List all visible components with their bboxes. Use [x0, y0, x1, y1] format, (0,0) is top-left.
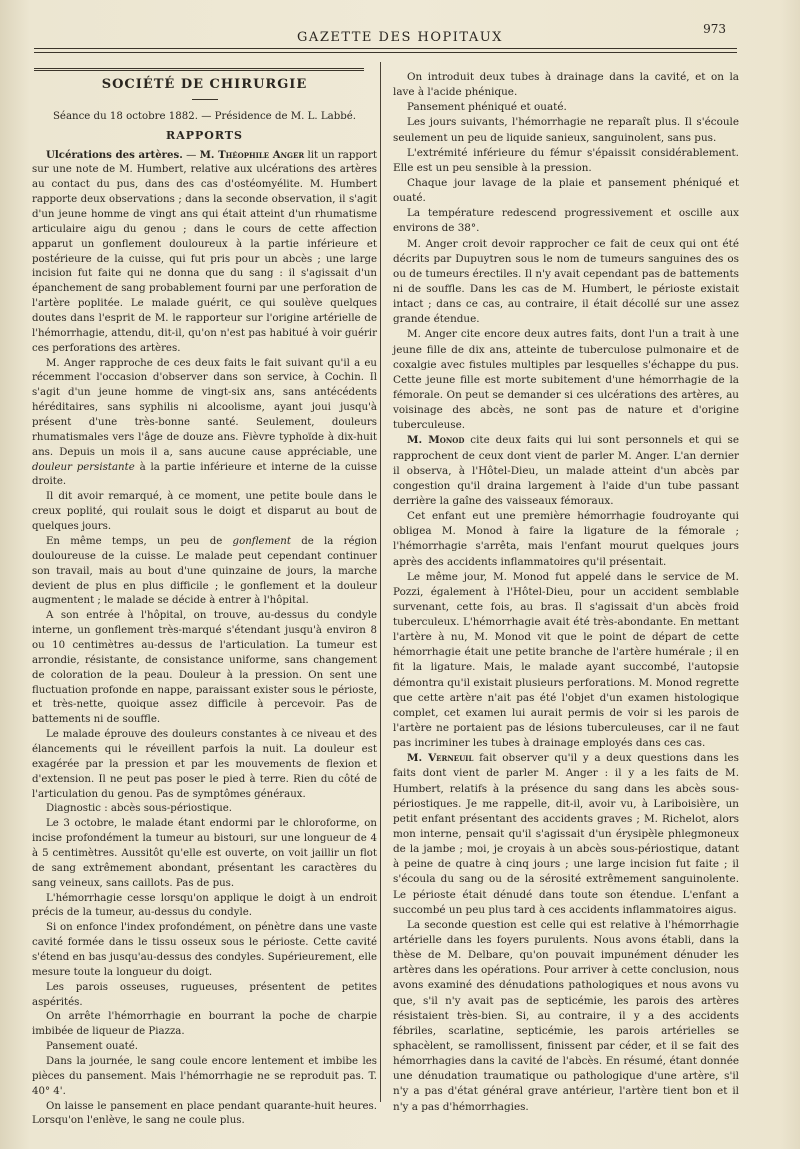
italic-text: douleur persistante: [32, 461, 135, 473]
italic-text: gonflement: [232, 535, 291, 547]
paragraph: [32, 357, 377, 491]
paragraph: On introduit deux tubes à drainage dans la cavité, et on la lave à l'acide phénique.: [393, 71, 739, 99]
paragraph: Chaque jour lavage de la plaie et pansement phéniqué et ouaté.: [393, 176, 739, 205]
left-column: [32, 70, 377, 1129]
rapports-heading: RAPPORTS: [166, 128, 243, 142]
paragraph-text: fait observer qu'il y a deux questions dans les faits dont vient de parler M. Anger : il y a les faits de M. Humbert, relatifs à la présence du sang dans les abcès sous-périostiques. Je me rappelle, dit-il, avoir vu, à Lariboisière, un petit enfant présentant des accidents graves ; M. Richelot, alors mon interne, pensait qu'il s'agissait d'un érysipèle phlegmoneux de la jambe ; moi, je croyais à un abcès sous-périostique, datant à peine de quatre à cinq jours ; une large incision fut faite ; il s'écoula du sang ou de la sérosité extrêmement sanguinolente. Le périoste était dénudé dans toute son étendue. L'enfant a succombé un peu plus tard à ces accidents inflammatoires aigus.: [393, 752, 739, 916]
paragraph-text: lit un rapport sur une note de M. Humbert, relative aux ulcérations des artères au contact du pus, dans des cas d'ostéomyélite. M. Humbert rapporte deux observations ; dans la seconde observation, il s'agit d'un jeune homme de vingt ans qui était atteint d'un rhumatisme articulaire aigu du genou ; dans le cours de cette affection apparut un gonflement douloureux à la partie inférieure et postérieure de la cuisse, qui fut pris pour un abcès ; une large incision fut faite qui ne donna que du sang : il s'agissait d'un épanchement de sang probablement fourni par une perforation de l'artère poplitée. Le malade guérit, ce qui soulève quelques doutes dans l'esprit de M. le rapporteur sur l'origine artérielle de l'hémorrhagie, attendu, dit-il, qu'on n'est pas habitué à voir guérir ces perforations des artères.: [32, 149, 377, 354]
page-number: 973: [703, 22, 726, 36]
paragraph: Le même jour, M. Monod fut appelé dans le service de M. Pozzi, également à l'Hôtel-Dieu, pour un accident semblable survenant, cette fois, au bras. Il s'agissait d'un abcès froid tuberculeux. L'hémorrhagie avait été très-abondante. En mettant l'artère à nu, M. Monod vit que le point de départ de cette hémorrhagie était une petite branche de l'artère humérale ; il en fit la ligature. Mais, le malade ayant succombé, l'autopsie démontra qu'il existait plusieurs perforations. M. Monod regrette que cette artère n'ait pas été l'objet d'un examen histologique complet, cet examen lui aurait permis de voir si les parois de l'artère ne portaient pas de lésions tuberculeuses, car il ne faut pas incriminer les tubes à drainage employés dans ces cas.: [393, 570, 739, 750]
speaker-name: M. Verneuil: [407, 752, 474, 765]
paragraph: Cet enfant eut une première hémorrhagie foudroyante qui obligea M. Monod à faire la ligature de la fémorale ; l'hémorrhagie s'arrêta, mais l'enfant mourut quelques jours après des accidents inflammatoires qu'il présentait.: [393, 510, 739, 568]
paragraph: On arrête l'hémorrhagie en bourrant la poche de charpie imbibée de liqueur de Piazza.: [32, 1011, 377, 1038]
section-title: SOCIÉTÉ DE CHIRURGIE: [101, 77, 308, 92]
paragraph: Ulcérations des artères. — M. Théophile Anger lit un rapport sur une note de M. Humbert, relative aux ulcérations des artères au contact du pus, dans des cas d'ostéomyélite. M. Humbert rapporte deux observations ; dans la seconde observation, il s'agit d'un jeune homme de vingt ans qui était atteint d'un rhumatisme articulaire aigu du genou ; dans le cours de cette affection apparut un gonflement douloureux à la partie inférieure et postérieure de la cuisse, qui fut pris pour un abcès ; une large incision fut faite qui ne donna que du sang : il s'agissait d'un épanchement de sang probablement fourni par une perforation de l'artère poplitée. Le malade guérit, ce qui soulève quelques doutes dans l'esprit de M. le rapporteur sur l'origine artérielle de l'hémorrhagie, attendu, dit-il, qu'on n'est pas habitué à voir guérir ces perforations des artères.: [32, 148, 377, 354]
paragraph-text: cite deux faits qui lui sont personnels et qui se rapprochent de ceux dont vient de parler M. Anger. L'an dernier il observa, à l'Hôtel-Dieu, un malade atteint d'un abcès par congestion qu'il draina largement à l'aide d'un tube passant derrière la gaîne des vaisseaux fémoraux.: [393, 434, 739, 507]
column-divider: [380, 62, 381, 1102]
article-runin: Ulcérations des artères.: [46, 148, 183, 161]
paragraph-text: à la partie inférieure et interne de la cuisse droite.: [32, 461, 378, 488]
paragraph: L'extrémité inférieure du fémur s'épaissit considérablement. Elle est un peu sensible à la pression.: [393, 146, 739, 174]
paragraph: Les jours suivants, l'hémorrhagie ne reparaît plus. Il s'écoule seulement un peu de liquide sanieux, sanguinolent, sans pus.: [393, 116, 739, 144]
paragraph-text: de la région douloureuse de la cuisse. Le malade peut cependant continuer son travail, mais au bout d'une quinzaine de jours, la marche devient de plus en plus difficile ; le gonflement et la douleur augmentent ; le malade se décide à entrer à l'hôpital.: [32, 535, 378, 607]
seance-line: Séance du 18 octobre 1882. — Présidence de M. L. Labbé.: [52, 110, 357, 122]
speaker-name: M. Monod: [407, 434, 465, 447]
header-rule: [34, 48, 737, 49]
paragraph: A son entrée à l'hôpital, on trouve, au-dessus du condyle interne, un gonflement très-marqué s'étendant jusqu'à environ 8 ou 10 centimètres au-dessus de l'articulation. La tumeur est arrondie, résistante, de consistance uniforme, sans changement de coloration de la peau. Douleur à la pression. On sent une fluctuation profonde en nappe, paraissant exister sous le périoste, et très-nette, quoique assez difficile à percevoir. Pas de battements ni de souffle.: [32, 610, 377, 726]
paragraph: On laisse le pansement en place pendant quarante-huit heures. Lorsqu'on l'enlève, le sang ne coule plus.: [32, 1100, 377, 1127]
paragraph: [393, 751, 739, 918]
title-rule: [192, 99, 218, 100]
paragraph: Pansement phéniqué et ouaté.: [407, 101, 567, 114]
paragraph: [393, 433, 739, 509]
paragraph-text: En même temps, un peu de: [46, 535, 223, 547]
paragraph: Les parois osseuses, rugueuses, présentent de petites aspérités.: [32, 981, 377, 1008]
paragraph-text: M. Anger rapproche de ces deux faits le fait suivant qu'il a eu récemment l'occasion d'observer dans son service, à Cochin. Il s'agit d'un jeune homme de vingt-six ans, sans antécédents héréditaires, sans syphilis ni alcoolisme, ayant joui jusqu'à présent d'une très-bonne santé. Seulement, douleurs rhumatismales vers l'âge de douze ans. Fièvre typhoïde à dix-huit ans. Depuis un mois il a, sans aucune cause appréciable, une: [32, 357, 377, 458]
paragraph: Si on enfonce l'index profondément, on pénètre dans une vaste cavité formée dans le tissu osseux sous le périoste. Cette cavité s'étend en bas jusqu'au-dessus des condyles. Supérieurement, elle mesure toute la longueur du doigt.: [32, 922, 377, 978]
paragraph: Dans la journée, le sang coule encore lentement et imbibe les pièces du pansement. Mais l'hémorrhagie ne se reproduit pas. T. 40° 4'.: [32, 1056, 377, 1097]
paragraph: Le malade éprouve des douleurs constantes à ce niveau et des élancements qui le réveillent parfois la nuit. La douleur est exagérée par la pression et par les mouvements de flexion et d'extension. Il ne peut pas poser le pied à terre. Rien du côté de l'articulation du genou. Pas de symptômes généraux.: [32, 729, 377, 800]
paragraph: M. Anger cite encore deux autres faits, dont l'un a trait à une jeune fille de dix ans, atteinte de tuberculose pulmonaire et de coxalgie avec fistules multiples par lesquelles s'échappe du pus. Cette jeune fille est morte subitement d'une hémorrhagie de la fémorale. On peut se demander si ces ulcérations des artères, au voisinage des abcès, ne sont pas de nature et d'origine tuberculeuse.: [393, 328, 739, 432]
paragraph: La température redescend progressivement et oscille aux environs de 38°.: [393, 207, 739, 235]
paragraph: La seconde question est celle qui est relative à l'hémorrhagie artérielle dans les foyers purulents. Nous avons établi, dans la thèse de M. Delbare, qu'on pouvait impunément dénuder les artères dans les opérations. Pour arriver à cette conclusion, nous avons examiné des dénudations pathologiques et nous avons vu que, s'il n'y avait pas de septicémie, les parois des artères résistaient très-bien. Si, au contraire, il y a des accidents fébriles, scarlatine, septicémie, les parois artérielles se sphacèlent, se ramollissent, finissent par céder, et il se fait des hémorrhagies dans la cavité de l'abcès. En résumé, étant donnée une dénudation traumatique ou pathologique d'une artère, s'il n'y a pas d'état général grave antérieur, l'artère tient bon et il n'y a pas d'hémorrhagies.: [393, 918, 739, 1113]
paragraph: M. Anger croit devoir rapprocher ce fait de ceux qui ont été décrits par Dupuytren sous le nom de tumeurs sanguines des os ou de tumeurs érectiles. Il n'y avait cependant pas de battements ni de souffle. Dans les cas de M. Humbert, le périoste existait intact ; dans ce cas, au contraire, il était décollé sur une assez grande étendue.: [393, 237, 739, 326]
right-column: [393, 70, 739, 1115]
author-name: M. Théophile Anger: [199, 148, 305, 161]
header-rule-second: [34, 52, 737, 53]
paragraph: L'hémorrhagie cesse lorsqu'on applique le doigt à un endroit précis de la tumeur, au-dessus du condyle.: [32, 892, 377, 919]
paragraph: Pansement ouaté.: [46, 1041, 139, 1053]
paragraph: [32, 535, 377, 609]
running-title: GAZETTE DES HOPITAUX: [297, 30, 503, 45]
paragraph: Le 3 octobre, le malade étant endormi par le chloroforme, on incise profondément la tumeur au bistouri, sur une longueur de 4 à 5 centimètres. Aussitôt qu'elle est ouverte, on voit jaillir un flot de sang extrêmement abondant, présentant les caractères du sang veineux, sans caillots. Pas de pus.: [32, 818, 377, 889]
paragraph: Il dit avoir remarqué, à ce moment, une petite boule dans le creux poplité, qui roulait sous le doigt et disparut au bout de quelques jours.: [32, 491, 377, 533]
paragraph: Diagnostic : abcès sous-périostique.: [46, 803, 233, 815]
